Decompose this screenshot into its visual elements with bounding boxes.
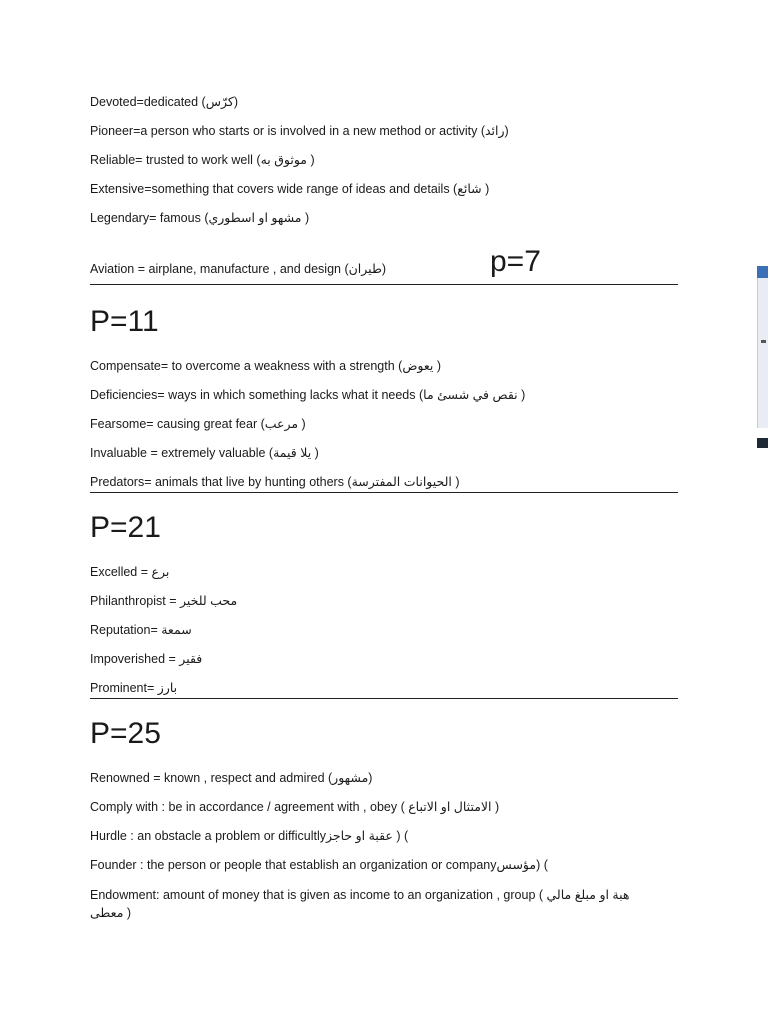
vocab-line-reputation: Reputation= سمعة bbox=[90, 623, 192, 637]
vocab-line-philanthropist: Philanthropist = محب للخير bbox=[90, 594, 238, 608]
window-control-mark bbox=[761, 340, 766, 343]
vocab-line-devoted: Devoted=dedicated (كرّس) bbox=[90, 95, 238, 109]
window-titlebar-sliver bbox=[757, 266, 768, 278]
vocab-line-legendary: Legendary= famous (مشهو او اسطوري ) bbox=[90, 211, 310, 225]
vocab-line-endowment: Endowment: amount of money that is given as income to an organization , group ( هبة او مبلغ مالي معطى ) bbox=[90, 888, 630, 920]
vocab-line-prominent: Prominent= بارز bbox=[90, 681, 178, 695]
section-heading-p21: P=21 bbox=[90, 511, 161, 544]
vocab-line-excelled: Excelled = برع bbox=[90, 565, 170, 579]
window-body-sliver bbox=[757, 278, 768, 428]
vocab-line-reliable: Reliable= trusted to work well (موثوق به ) bbox=[90, 153, 315, 167]
vocab-line-renowned: Renowned = known , respect and admired (مشهور) bbox=[90, 771, 373, 785]
vocab-line-impoverished: Impoverished = فقير bbox=[90, 652, 203, 666]
vocab-line-hurdle: Hurdle : an obstacle a problem or difficultlyعقبة او حاجز ) ( bbox=[90, 829, 409, 843]
vocab-line-extensive: Extensive=something that covers wide range of ideas and details (شائع ) bbox=[90, 182, 490, 196]
vocab-line-predators: Predators= animals that live by hunting others (الحيوانات المفترسة ) bbox=[90, 475, 460, 489]
section-divider bbox=[90, 492, 678, 493]
vocab-line-fearsome: Fearsome= causing great fear (مرعب ) bbox=[90, 417, 306, 431]
section-heading-p11: P=11 bbox=[90, 305, 159, 338]
window-taskbar-sliver bbox=[757, 438, 768, 448]
vocab-line-pioneer: Pioneer=a person who starts or is involved in a new method or activity (رائد) bbox=[90, 124, 509, 138]
vocab-line-compensate: Compensate= to overcome a weakness with a strength (يعوض ) bbox=[90, 359, 442, 373]
vocab-line-invaluable: Invaluable = extremely valuable (يلا قيمة ) bbox=[90, 446, 319, 460]
section-divider bbox=[90, 698, 678, 699]
vocab-line-aviation: Aviation = airplane, manufacture , and design (طيران) bbox=[90, 262, 387, 276]
vocab-line-deficiencies: Deficiencies= ways in which something lacks what it needs (نقص في شسئ ما ) bbox=[90, 388, 526, 402]
section-heading-p25: P=25 bbox=[90, 717, 161, 750]
offscreen-window-edge[interactable] bbox=[757, 266, 768, 448]
vocab-line-comply-with: Comply with : be in accordance / agreement with , obey ( الامتثال او الاتباع ) bbox=[90, 800, 500, 814]
section-divider bbox=[90, 284, 678, 285]
page-label-p7: p=7 bbox=[490, 245, 541, 278]
vocab-line-founder: Founder : the person or people that establish an organization or companyمؤسس) ( bbox=[90, 858, 548, 872]
